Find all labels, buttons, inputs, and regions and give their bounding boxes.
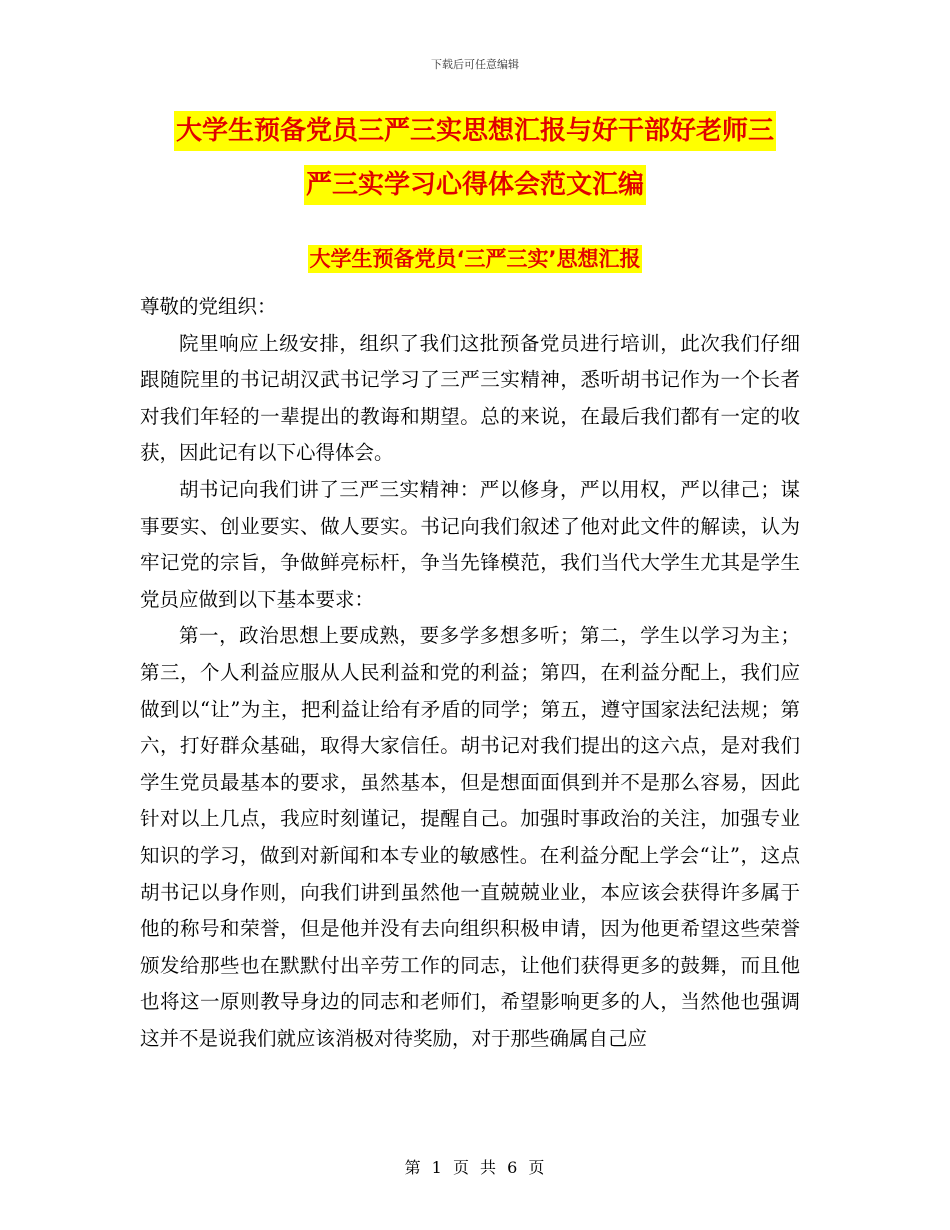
salutation: 尊敬的党组织： xyxy=(140,295,277,318)
document-body xyxy=(140,289,800,1057)
paragraph-1: 院里响应上级安排，组织了我们这批预备党员进行培训，此次我们仔细跟随院里的书记胡汉武书记学习了三严三实精神，悉听胡书记作为一个长者对我们年轻的一辈提出的教诲和期望。总的来说，在最后我们都有一定的收获，因此记有以下心得体会。 xyxy=(140,331,800,465)
section-title xyxy=(0,243,950,273)
paragraph-2: 胡书记向我们讲了三严三实精神：严以修身，严以用权，严以律己；谋事要实、创业要实、做人要实。书记向我们叙述了他对此文件的解读，认为牢记党的宗旨，争做鲜亮标杆，争当先锋模范，我们当代大学生尤其是学生党员应做到以下基本要求： xyxy=(140,477,800,611)
document-title-line-2: 严三实学习心得体会范文汇编 xyxy=(304,165,646,205)
document-title-line-1: 大学生预备党员三严三实思想汇报与好干部好老师三 xyxy=(174,111,776,151)
document-title xyxy=(140,104,810,212)
page-footer: 第 1 页 共 6 页 xyxy=(404,1158,546,1177)
section-title-text: 大学生预备党员‘三严三实’思想汇报 xyxy=(309,247,641,271)
header-note: 下载后可任意编辑 xyxy=(431,58,519,71)
paragraph-3: 第一，政治思想上要成熟，要多学多想多听；第二，学生以学习为主；第三，个人利益应服从人民利益和党的利益；第四，在利益分配上，我们应做到以“让”为主，把利益让给有矛盾的同学；第五，遵守国家法纪法规；第六，打好群众基础，取得大家信任。胡书记对我们提出的这六点，是对我们学生党员最基本的要求，虽然基本，但是想面面俱到并不是那么容易，因此针对以上几点，我应时刻谨记，提醒自己。加强时事政治的关注，加强专业知识的学习，做到对新闻和本专业的敏感性。在利益分配上学会“让”，这点胡书记以身作则，向我们讲到虽然他一直兢兢业业，本应该会获得许多属于他的称号和荣誉，但是他并没有去向组织积极申请，因为他更希望这些荣誉颁发给那些也在默默付出辛劳工作的同志，让他们获得更多的鼓舞，而且他也将这一原则教导身边的同志和老师们，希望影响更多的人，当然他也强调这并不是说我们就应该消极对待奖励，对于那些确属自己应 xyxy=(140,624,800,1050)
